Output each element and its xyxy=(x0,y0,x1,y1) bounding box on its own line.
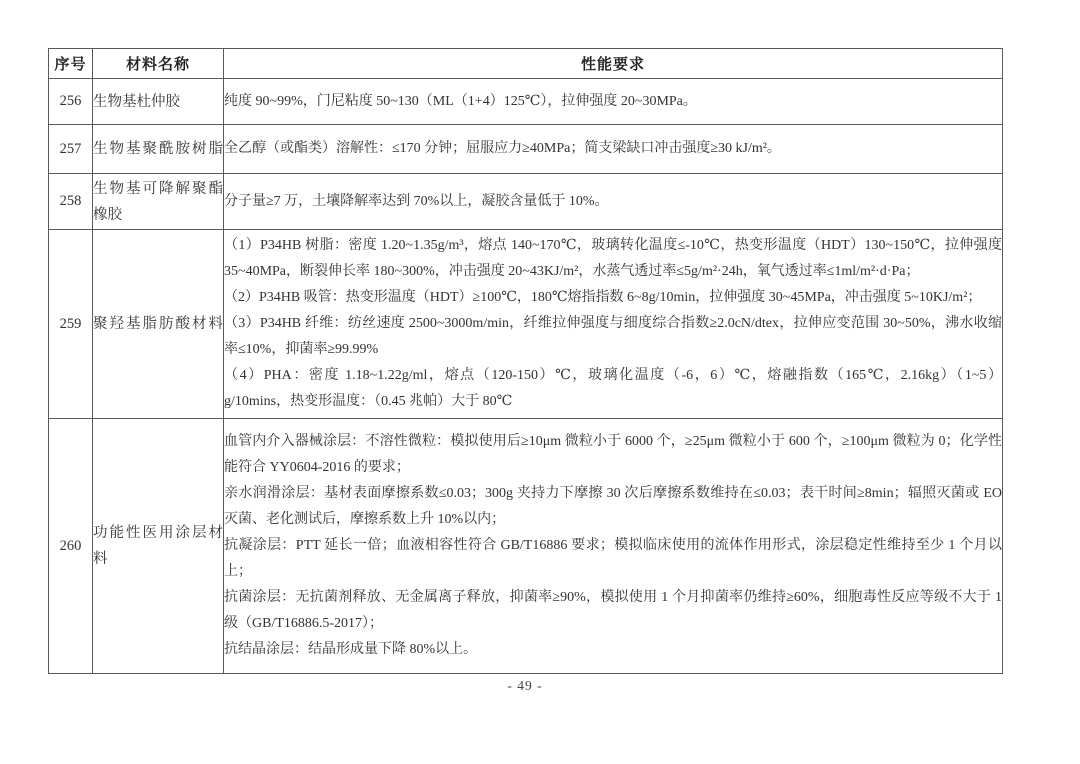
requirement-paragraph: 纯度 90~99%，门尼粘度 50~130（ML（1+4）125℃），拉伸强度 20~30MPa。 xyxy=(224,93,697,109)
table-row-256 xyxy=(49,79,1003,125)
row-258-requirements xyxy=(224,174,1003,230)
row-260-material-name: 功能性医用涂层材料 xyxy=(93,419,224,674)
requirement-paragraph: 分子量≥7 万，土壤降解率达到 70%以上，凝胶含量低于 10%。 xyxy=(224,193,609,209)
requirement-paragraph: 全乙醇（或酯类）溶解性：≤170 分钟；屈服应力≥40MPa；简支梁缺口冲击强度≥30 kJ/m²。 xyxy=(224,141,781,156)
header-performance-requirements: 性能要求 xyxy=(224,49,1003,79)
row-257-requirements xyxy=(224,125,1003,174)
requirement-paragraph: （2）P34HB 吸管：热变形温度（HDT）≥100℃，180℃熔指指数 6~8g/10min，拉伸强度 30~45MPa，冲击强度 5~10KJ/m²； xyxy=(224,290,982,305)
requirement-paragraph: （4）PHA：密度 1.18~1.22g/ml，熔点（120-150）℃，玻璃化温度（-6，6）℃，熔融指数（165℃，2.16kg）（1~5）g/10mins，热变形温度：（0.45 兆帕）大于 80℃ xyxy=(224,368,1002,409)
row-259-index: 259 xyxy=(49,230,93,419)
requirement-paragraph: 抗结晶涂层：结晶形成量下降 80%以上。 xyxy=(224,642,478,657)
row-260-requirements xyxy=(224,419,1003,674)
requirement-paragraph: （3）P34HB 纤维：纺丝速度 2500~3000m/min，纤维拉伸强度与细度综合指数≥2.0cN/dtex，拉伸应变范围 30~50%，沸水收缩率≤10%，抑菌率≥99.99% xyxy=(224,316,1002,357)
row-260-index: 260 xyxy=(49,419,93,674)
header-material-name: 材料名称 xyxy=(93,49,224,79)
requirement-paragraph: 血管内介入器械涂层：不溶性微粒：模拟使用后≥10μm 微粒小于 6000 个，≥25μm 微粒小于 600 个，≥100μm 微粒为 0；化学性能符合 YY0604-2016 的要求； xyxy=(224,434,1002,475)
table-row-257 xyxy=(49,125,1003,174)
table-row-258 xyxy=(49,174,1003,230)
row-256-material-name: 生物基杜仲胶 xyxy=(93,79,224,125)
table-row-260 xyxy=(49,419,1003,674)
requirement-paragraph: 亲水润滑涂层：基材表面摩擦系数≤0.03；300g 夹持力下摩擦 30 次后摩擦系数维持在≤0.03；表干时间≥8min；辐照灭菌或 EO 灭菌、老化测试后，摩擦系数上升 10%以内； xyxy=(224,486,1002,527)
header-index: 序号 xyxy=(49,49,93,79)
requirement-paragraph: 抗凝涂层：PTT 延长一倍；血液相容性符合 GB/T16886 要求；模拟临床使用的流体作用形式，涂层稳定性维持至少 1 个月以上； xyxy=(224,538,1002,579)
material-requirements-table xyxy=(48,48,1003,674)
requirement-paragraph: （1）P34HB 树脂：密度 1.20~1.35g/m³，熔点 140~170℃，玻璃转化温度≤-10℃，热变形温度（HDT）130~150℃，拉伸强度 35~40MPa，断裂伸长率 180~300%，冲击强度 20~43KJ/m²，水蒸气透过率≤5g/m²·24h，氧气透过率≤1ml/m²·d·Pa； xyxy=(224,238,1002,279)
row-256-requirements xyxy=(224,79,1003,125)
row-257-material-name: 生物基聚酰胺树脂 xyxy=(93,125,224,174)
row-257-index: 257 xyxy=(49,125,93,174)
table-row-259 xyxy=(49,230,1003,419)
row-258-index: 258 xyxy=(49,174,93,230)
page-number: - 49 - xyxy=(507,678,543,693)
table-header-row xyxy=(49,49,1003,79)
row-258-material-name: 生物基可降解聚酯橡胶 xyxy=(93,174,224,230)
row-259-requirements xyxy=(224,230,1003,419)
row-259-material-name: 聚羟基脂肪酸材料 xyxy=(93,230,224,419)
row-256-index: 256 xyxy=(49,79,93,125)
requirement-paragraph: 抗菌涂层：无抗菌剂释放、无金属离子释放，抑菌率≥90%，模拟使用 1 个月抑菌率仍维持≥60%，细胞毒性反应等级不大于 1 级（GB/T16886.5-2017）； xyxy=(224,590,1002,631)
